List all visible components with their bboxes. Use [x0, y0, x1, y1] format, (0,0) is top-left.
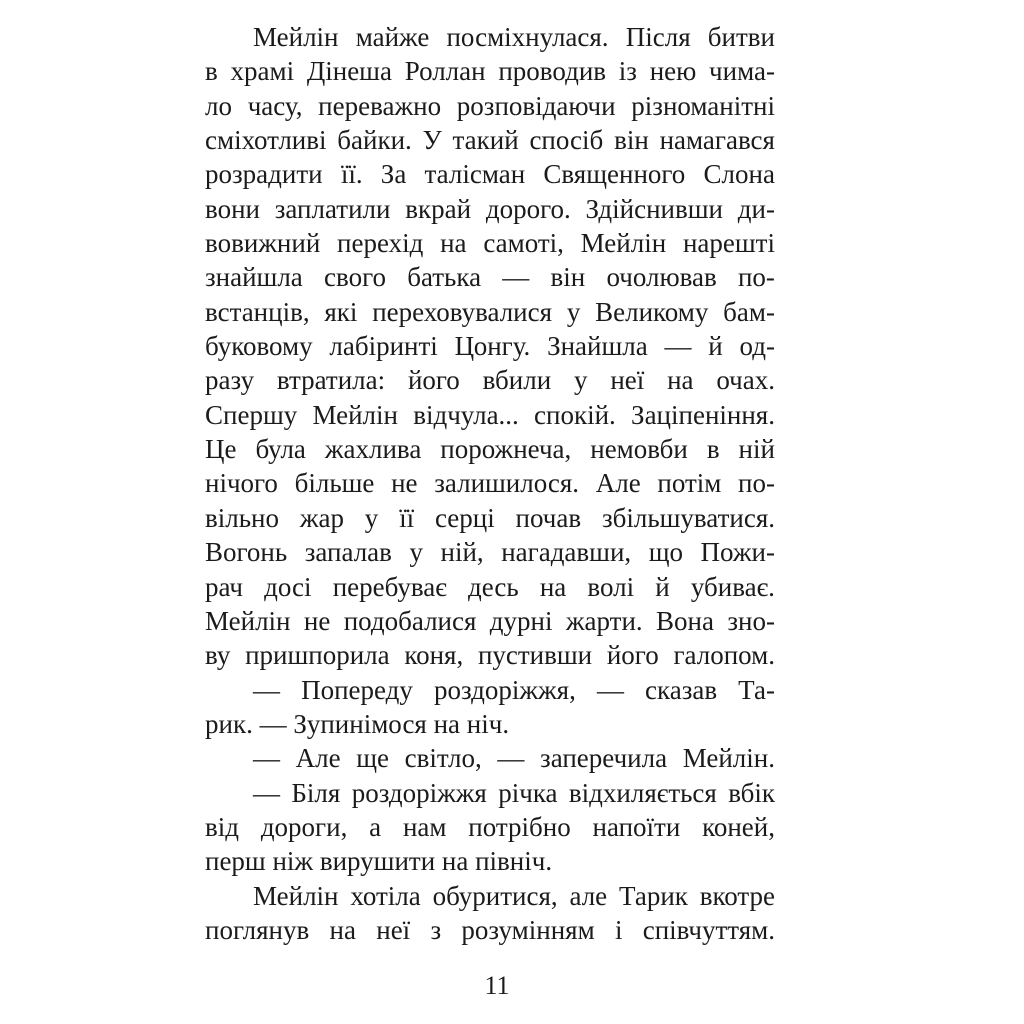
word: Біля	[291, 777, 341, 808]
word: од-	[739, 331, 775, 362]
text-line: рик. — Зупинімося на ніч.	[205, 708, 510, 739]
word: очах.	[716, 365, 775, 396]
word: не	[391, 468, 418, 499]
word: хотіла	[350, 880, 421, 911]
word: Мейлін	[205, 605, 291, 636]
word: У	[422, 125, 442, 156]
word: Але	[595, 468, 641, 499]
word: вбік	[728, 777, 775, 808]
word: сказав	[645, 674, 718, 705]
word: —	[497, 743, 525, 774]
word: перехід	[337, 228, 424, 259]
word: напоїти	[592, 811, 681, 842]
word: і	[614, 914, 623, 945]
word: досі	[264, 571, 312, 602]
word: різноманітні	[631, 90, 775, 121]
text-line	[205, 226, 775, 260]
word: нарешті	[682, 228, 775, 259]
word: переважно	[318, 90, 442, 121]
word: десь	[467, 571, 519, 602]
word: такий	[452, 125, 519, 156]
word: на	[539, 571, 567, 602]
word: більше	[294, 468, 375, 499]
word: була	[255, 434, 306, 465]
word: —	[664, 331, 692, 362]
word: ще	[356, 743, 390, 774]
word: неї	[610, 365, 645, 396]
word: у	[566, 296, 581, 327]
word: нагадавши,	[501, 537, 632, 568]
word: переховувалися	[372, 296, 553, 327]
word: розрадити	[205, 159, 323, 190]
word: нею	[649, 56, 697, 87]
word: жарти.	[565, 605, 643, 636]
word: й	[708, 331, 723, 362]
word: Цонгу.	[454, 331, 531, 362]
word: батька	[407, 262, 482, 293]
text-line	[205, 432, 775, 466]
text-line	[205, 501, 775, 535]
text-line	[205, 89, 775, 123]
word: подобалися	[343, 605, 477, 636]
word: знайшла	[205, 262, 303, 293]
word: Священного	[543, 159, 686, 190]
word: які	[324, 296, 358, 327]
word: її	[399, 502, 415, 533]
word: відхиляється	[568, 777, 717, 808]
word: поглянув	[205, 914, 310, 945]
word: —	[253, 743, 280, 774]
word: Попереду	[301, 674, 413, 705]
word: що	[648, 537, 683, 568]
text-line	[205, 776, 775, 810]
word: коней,	[702, 811, 775, 842]
word: ній	[738, 434, 775, 465]
word: буковому	[205, 331, 313, 362]
word: по-	[738, 468, 775, 499]
word: —	[502, 262, 530, 293]
word: почав	[515, 502, 582, 533]
word: пришпорила	[245, 640, 390, 671]
word: спосіб	[529, 125, 604, 156]
page-number: 11	[484, 971, 510, 1000]
word: потім	[657, 468, 722, 499]
word: разу	[205, 365, 255, 396]
word: Тарик	[619, 880, 688, 911]
word: Мейлін.	[682, 743, 775, 774]
word: збільшуватися.	[601, 502, 775, 533]
word: вони	[205, 193, 260, 224]
word: він	[550, 262, 586, 293]
word: вбили	[482, 365, 552, 396]
word: талісман	[424, 159, 526, 190]
text-line	[205, 20, 775, 54]
text-line	[205, 157, 775, 191]
text-line	[205, 363, 775, 397]
text-line	[205, 604, 775, 638]
word: Мейлін	[580, 228, 667, 259]
word: байки.	[337, 125, 412, 156]
word: у	[364, 502, 379, 533]
word: запалав	[304, 537, 392, 568]
word: із	[618, 56, 637, 87]
word: жар	[299, 502, 344, 533]
word: не	[303, 605, 331, 636]
word: вкрай	[405, 193, 472, 224]
word: лабіринті	[329, 331, 438, 362]
text-line	[205, 260, 775, 294]
word: а	[369, 811, 382, 842]
word: немовби	[590, 434, 688, 465]
text-line	[205, 54, 775, 88]
text-line: перш ніж вирушити на північ.	[205, 846, 553, 877]
text-line	[205, 570, 775, 604]
word: й	[655, 571, 670, 602]
word: від	[205, 811, 239, 842]
word: дурні	[489, 605, 553, 636]
word: вкотре	[699, 880, 775, 911]
word: галопом.	[673, 640, 775, 671]
word: Мейлін	[253, 880, 339, 911]
text-line	[205, 741, 775, 775]
word: її.	[340, 159, 363, 190]
word: Після	[625, 22, 691, 52]
word: він	[614, 125, 649, 156]
word: чима-	[709, 56, 775, 87]
word: Пожи-	[700, 537, 775, 568]
word: відчула...	[413, 399, 519, 430]
text-line	[205, 535, 775, 569]
word: серці	[434, 502, 495, 533]
word: Здійснивши	[585, 193, 723, 224]
word: вовижний	[205, 228, 321, 259]
word: співчуттям.	[642, 914, 775, 945]
word: бам-	[723, 296, 775, 327]
word: нічого	[205, 468, 278, 499]
word: —	[596, 674, 624, 705]
word: самоті,	[483, 228, 564, 259]
word: його	[606, 640, 659, 671]
word: у	[409, 537, 423, 568]
word: Та-	[738, 674, 775, 705]
word: битви	[707, 22, 775, 52]
word: ву	[205, 640, 231, 671]
word: втратила:	[276, 365, 386, 396]
word: потрібно	[468, 811, 571, 842]
text-line	[205, 398, 775, 432]
text-line	[205, 913, 775, 947]
word: часу,	[247, 90, 303, 121]
word: коня,	[404, 640, 464, 671]
word: Слона	[703, 159, 775, 190]
word: посміхнулася.	[446, 22, 609, 52]
word: проводив	[498, 56, 607, 87]
page-text	[205, 20, 775, 947]
word: зно-	[727, 605, 775, 636]
word: дорого.	[485, 193, 571, 224]
text-line	[205, 810, 775, 844]
word: річка	[498, 777, 558, 808]
word: Заціпеніння.	[631, 399, 775, 430]
word: вільно	[205, 502, 279, 533]
word: на	[329, 914, 356, 945]
word: заперечила	[540, 743, 668, 774]
word: нам	[402, 811, 447, 842]
word: рач	[205, 571, 243, 602]
text-line	[205, 638, 775, 672]
word: свого	[324, 262, 386, 293]
text-line	[205, 466, 775, 500]
text-line	[205, 192, 775, 226]
text-line	[205, 879, 775, 913]
word: спокій.	[534, 399, 616, 430]
word: Знайшла	[547, 331, 648, 362]
text-line	[205, 329, 775, 363]
word: майже	[355, 22, 430, 52]
word: Спершу	[205, 399, 298, 430]
word: —	[253, 674, 280, 705]
word: Це	[205, 434, 237, 465]
word: очолював	[606, 262, 717, 293]
word: ди-	[737, 193, 775, 224]
word: —	[253, 777, 280, 808]
word: порожнеча,	[440, 434, 572, 465]
word: Але	[295, 743, 341, 774]
word: дороги,	[260, 811, 348, 842]
word: його	[407, 365, 460, 396]
word: За	[380, 159, 407, 190]
word: убиває.	[690, 571, 775, 602]
word: але	[569, 880, 608, 911]
word: в	[706, 434, 720, 465]
text-line	[205, 123, 775, 157]
word: Вогонь	[205, 537, 288, 568]
word: розумінням	[461, 914, 595, 945]
word: Мейлін	[312, 399, 398, 430]
word: волі	[587, 571, 635, 602]
word: роздоріжжя	[351, 777, 487, 808]
word: Дінеша	[306, 56, 392, 87]
word: світло,	[404, 743, 482, 774]
word: на	[667, 365, 694, 396]
word: Великому	[595, 296, 709, 327]
word: сміхотливі	[205, 125, 327, 156]
word: на	[440, 228, 467, 259]
word: ло	[205, 90, 232, 121]
word: ній,	[440, 537, 484, 568]
word: Вона	[656, 605, 714, 636]
word: з	[430, 914, 442, 945]
word: в	[205, 56, 218, 87]
word: роздоріжжя,	[433, 674, 576, 705]
text-line	[205, 295, 775, 329]
word: намагався	[659, 125, 775, 156]
word: неї	[376, 914, 411, 945]
word: Мейлін	[253, 22, 339, 52]
word: встанців,	[205, 296, 310, 327]
word: розповідаючи	[456, 90, 616, 121]
word: жахлива	[324, 434, 422, 465]
word: перебуває	[332, 571, 447, 602]
text-line	[205, 673, 775, 707]
word: у	[573, 365, 588, 396]
word: заплатили	[274, 193, 391, 224]
word: храмі	[230, 56, 295, 87]
word: пустивши	[477, 640, 593, 671]
word: обуритися,	[432, 880, 558, 911]
word: по-	[737, 262, 775, 293]
word: Роллан	[404, 56, 486, 87]
word: залишилося.	[434, 468, 580, 499]
